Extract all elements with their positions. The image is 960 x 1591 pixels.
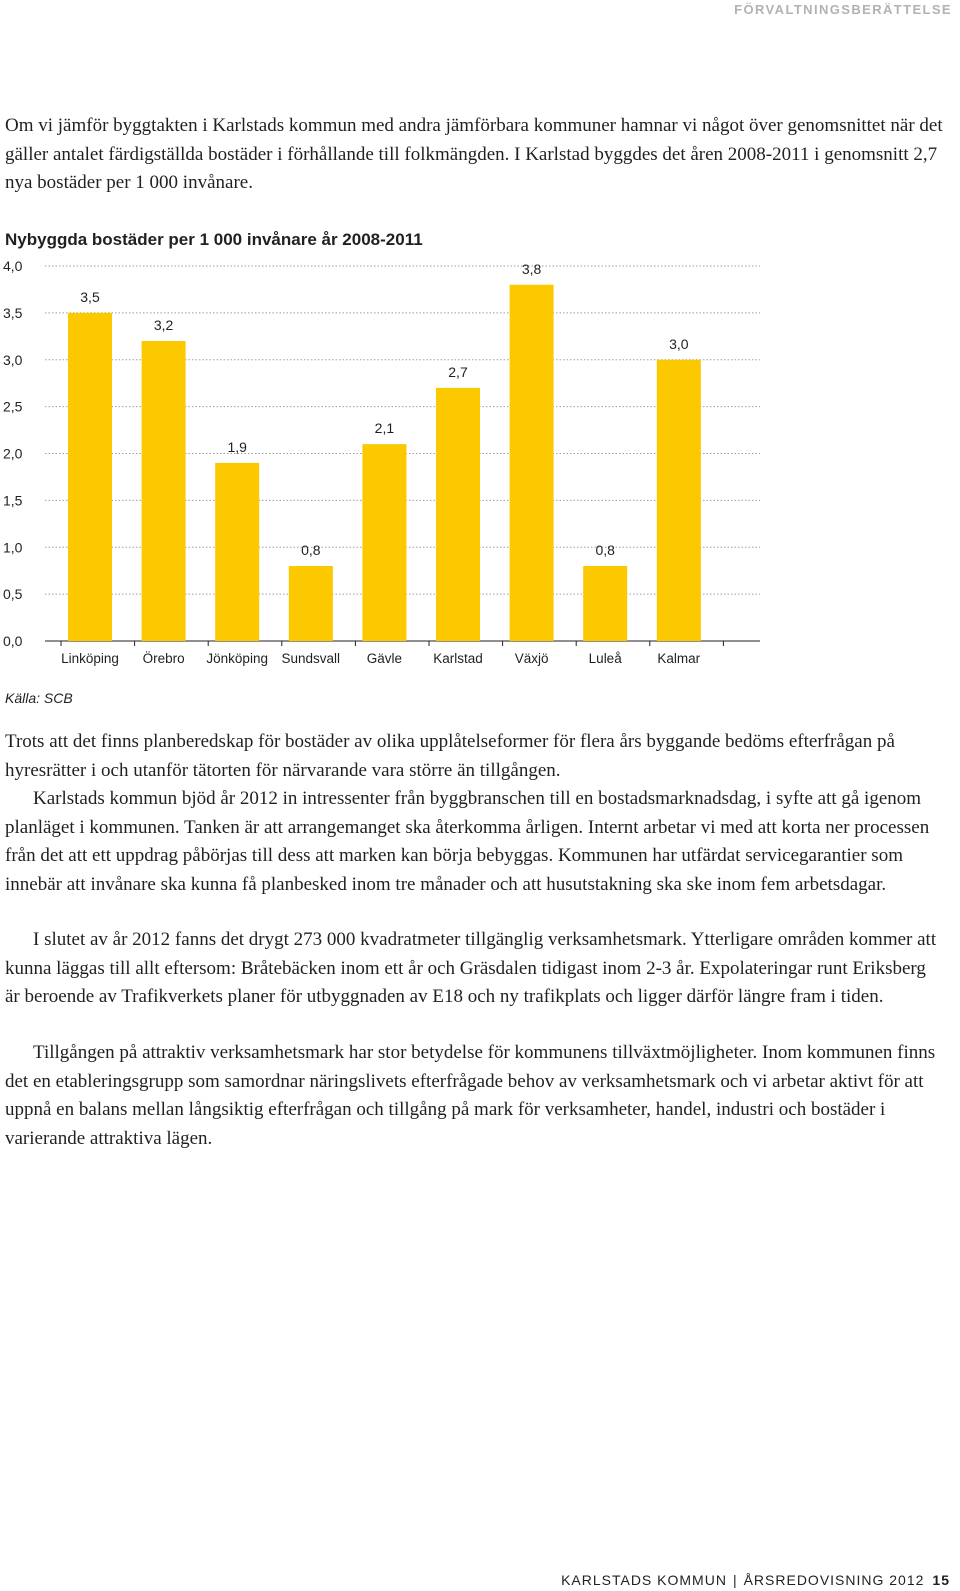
bar-sundsvall [289, 566, 333, 641]
x-tick-label: Luleå [588, 651, 622, 666]
page-number: 15 [932, 1572, 950, 1588]
y-tick-label: 3,0 [3, 351, 23, 368]
footer-separator: | [732, 1572, 738, 1588]
y-axis-tick-labels [3, 258, 23, 649]
chart-title: Nybyggda bostäder per 1 000 invånare år 2008-2011 [5, 230, 423, 249]
x-tick-label: Sundsvall [281, 651, 341, 666]
bar-value-label: 1,9 [227, 438, 247, 455]
chart-bars [68, 285, 701, 641]
bar-växjö [510, 285, 554, 641]
bar-value-label: 3,8 [521, 260, 542, 277]
intro-paragraph: Om vi jämför byggtakten i Karlstads kommun med andra jämförbara kommuner hamnar vi något över genomsnittet när det gäller antalet färdigställda bostäder i förhållande till folkmängden. I Karlstad byggdes det åren 2008-2011 i genomsnitt 2,7 nya bostäder per 1 000 invånare. [5, 115, 943, 193]
paragraph-2: Karlstads kommun bjöd år 2012 in intressenter från byggbranschen till en bostadsmarknadsdag, i syfte att gå igenom planläget i kommunen. Tanken är att arrangemanget ska återkomma årligen. Internt arbetar vi med att korta ner processen från det att ett uppdrag påbörjas till dess att marken kan börja bebyggas. Kommunen har utfärdat servicegarantier som innebär att invånare ska kunna få planbesked inom tre månader och att husutstakning ska ske inom fem arbetsdagar. [5, 788, 930, 895]
x-axis-category-labels [61, 651, 701, 666]
y-tick-label: 1,0 [3, 539, 23, 556]
bar-chart [0, 255, 960, 675]
y-tick-label: 0,5 [3, 586, 23, 603]
y-tick-label: 4,0 [3, 258, 23, 274]
section-header: FÖRVALTNINGSBERÄTTELSE [734, 2, 952, 17]
bar-linköping [68, 313, 112, 641]
bar-value-label: 2,1 [374, 420, 395, 437]
footer-document: ÅRSREDOVISNING 2012 [743, 1572, 925, 1588]
y-tick-label: 3,5 [3, 304, 23, 321]
x-tick-label: Linköping [61, 651, 119, 666]
bar-kalmar [657, 360, 701, 641]
page-footer [561, 1572, 950, 1588]
x-tick-label: Gävle [366, 651, 403, 666]
bar-jönköping [215, 463, 259, 641]
y-tick-label: 2,0 [3, 445, 23, 462]
footer-org: KARLSTADS KOMMUN [561, 1572, 727, 1588]
bar-luleå [583, 566, 627, 641]
x-tick-label: Kalmar [657, 651, 701, 666]
bar-value-label: 0,8 [301, 542, 321, 558]
bar-gävle [362, 444, 406, 641]
bar-value-label: 3,5 [80, 288, 100, 305]
y-tick-label: 1,5 [3, 492, 23, 509]
bar-value-label: 3,2 [153, 317, 174, 333]
bar-value-label: 0,8 [595, 542, 615, 558]
bar-value-label: 2,7 [448, 363, 468, 380]
bar-karlstad [436, 388, 480, 641]
y-tick-label: 2,5 [3, 398, 23, 415]
x-tick-label: Örebro [142, 651, 185, 666]
paragraph-4: Tillgången på attraktiv verksamhetsmark har stor betydelse för kommunens tillväxtmöjligheter. Inom kommunen finns det en etableringsgrupp som samordnar näringslivets efterfrågade behov av verksamhetsmark och vi arbetar aktivt för att uppnå en balans mellan långsiktig efterfrågan och tillgång på mark för verksamheter, handel, industri och bostäder i varierande attraktiva lägen. [5, 1042, 936, 1149]
x-tick-label: Jönköping [206, 651, 268, 666]
paragraph-1: Trots att det finns planberedskap för bostäder av olika upplåtelseformer för flera års byggande bedöms efterfrågan på hyresrätter i och utanför tätorten för närvarande vara större än tillgången. [5, 731, 895, 781]
paragraph-3: I slutet av år 2012 fanns det drygt 273 000 kvadratmeter tillgänglig verksamhetsmark. Ytterligare områden kommer att kunna läggas till allt eftersom: Bråtebäcken inom ett år och Gräsdalen tidigast inom 2-3 år. Expolateringar runt Eriksberg är beroende av Trafikverkets planer för utbyggnaden av E18 och ny trafikplats och ligger därför längre fram i tiden. [5, 929, 937, 1007]
y-tick-label: 0,0 [3, 633, 23, 649]
bar-value-label: 3,0 [669, 335, 689, 352]
x-tick-label: Karlstad [433, 651, 483, 666]
x-tick-label: Växjö [514, 651, 549, 666]
bar-örebro [142, 341, 186, 641]
chart-source: Källa: SCB [5, 690, 73, 706]
